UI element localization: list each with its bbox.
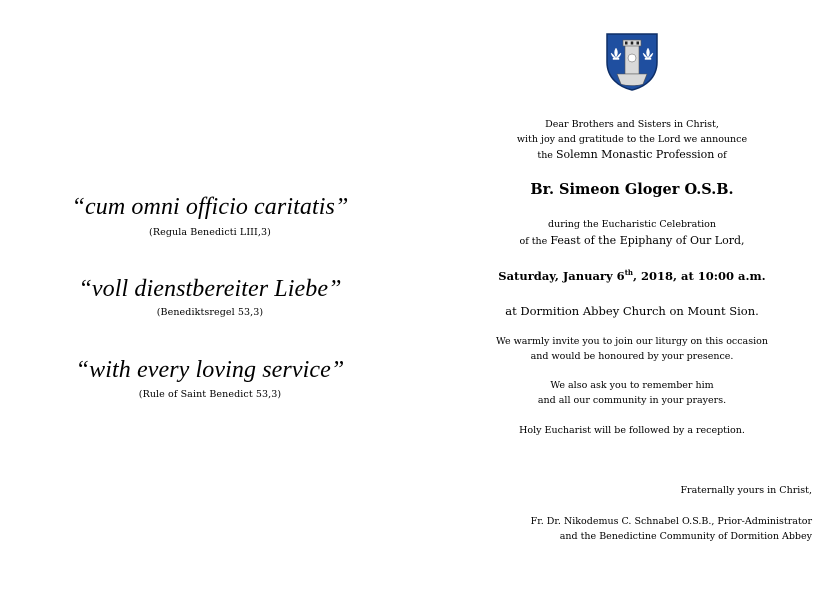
signature-line-2: and the Benedictine Community of Dormition Abbey bbox=[559, 531, 812, 542]
quote-latin-source: (Regula Benedicti LIII,3) bbox=[149, 227, 271, 238]
greeting-line-1: Dear Brothers and Sisters in Christ, bbox=[545, 119, 719, 130]
event-date-sup: th bbox=[624, 268, 634, 277]
greeting-line-3-suffix: of bbox=[717, 150, 727, 161]
abbey-crest-icon bbox=[605, 32, 659, 92]
candidate-name: Br. Simeon Gloger O.S.B. bbox=[530, 181, 734, 198]
signature-line-1: Fr. Dr. Nikodemus C. Schnabel O.S.B., Prior-Administrator bbox=[530, 516, 812, 527]
celebration-line-2 bbox=[452, 233, 812, 250]
celebration-line-1: during the Eucharistic Celebration bbox=[548, 219, 716, 230]
event-date bbox=[452, 268, 812, 283]
greeting-line-2: with joy and gratitude to the Lord we announce bbox=[516, 134, 748, 145]
invitation-panel bbox=[452, 0, 812, 594]
reception-note: Holy Eucharist will be followed by a reception. bbox=[519, 425, 745, 436]
quote-english: “with every loving service” bbox=[75, 357, 345, 383]
quote-english-source: (Rule of Saint Benedict 53,3) bbox=[138, 389, 282, 400]
event-date-suffix: , 2018, at 10:00 a.m. bbox=[633, 268, 766, 283]
celebration-line-2-prefix: of the bbox=[519, 236, 548, 247]
profession-title: Solemn Monastic Profession bbox=[555, 148, 715, 161]
event-venue: at Dormition Abbey Church on Mount Sion. bbox=[505, 304, 759, 318]
event-date-prefix: Saturday, January 6 bbox=[498, 268, 625, 283]
prayer-line-1: We also ask you to remember him bbox=[550, 380, 714, 391]
quote-german-source: (Benediktsregel 53,3) bbox=[156, 307, 264, 318]
greeting-line-3-prefix: the bbox=[537, 150, 553, 161]
quotations-panel bbox=[40, 0, 380, 594]
invite-line-1: We warmly invite you to join our liturgy on this occasion bbox=[496, 336, 768, 347]
closing-line: Fraternally yours in Christ, bbox=[680, 485, 812, 496]
quote-latin: “cum omni officio caritatis” bbox=[71, 194, 349, 220]
greeting-line-3 bbox=[452, 147, 812, 164]
prayer-line-2: and all our community in your prayers. bbox=[537, 395, 727, 406]
invite-line-2: and would be honoured by your presence. bbox=[530, 351, 734, 362]
feast-name: Feast of the Epiphany of Our Lord, bbox=[550, 234, 745, 247]
quote-german: “voll dienstbereiter Liebe” bbox=[78, 276, 342, 302]
